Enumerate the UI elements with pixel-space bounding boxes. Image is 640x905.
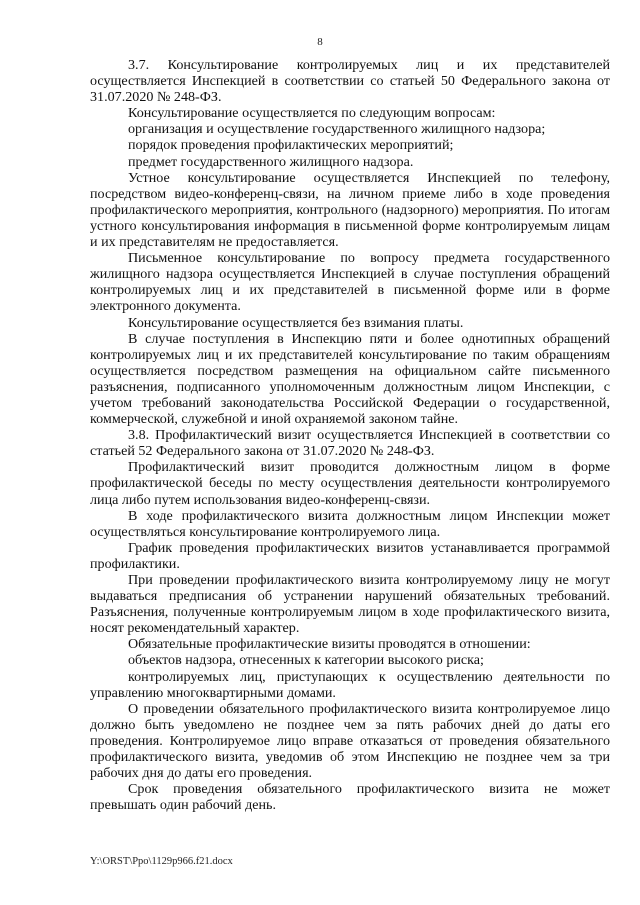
paragraph-visit-schedule: График проведения профилактических визитов устанавливается программой профилактики.: [90, 539, 610, 572]
list-item-topic-2: порядок проведения профилактических мероприятий;: [128, 137, 454, 154]
paragraph-visit-consulting: В ходе профилактического визита должностным лицом Инспекции может осуществляться консультирование контролируемого лица.: [90, 507, 610, 540]
list-item-topic-3: предмет государственного жилищного надзора.: [128, 153, 414, 170]
paragraph-3-8: 3.8. Профилактический визит осуществляется Инспекцией в соответствии со статьей 52 Федерального закона от 31.07.2020 № 248-ФЗ.: [90, 427, 610, 460]
paragraph-consulting-topics: Консультирование осуществляется по следующим вопросам:: [128, 105, 496, 122]
page-number: 8: [317, 36, 323, 48]
footer-file-path: Y:\ORST\Ppo\1129p966.f21.docx: [90, 856, 233, 867]
paragraph-oral-consulting: Устное консультирование осуществляется Инспекцией по телефону, посредством видео-конференц-связи, на личном приеме либо в ходе проведения профилактического мероприятия, контрольного (надзорного) мероприятия. По итогам устного консультирования информация в письменной форме контролируемым лицам и их представителям не предоставляется.: [90, 169, 610, 251]
paragraph-notification: О проведении обязательного профилактического визита контролируемое лицо должно быть уведомлено не позднее чем за пять рабочих дней до даты его проведения. Контролируемое лицо вправе отказаться от проведения обязательного профилактического визита, уведомив об этом Инспекцию не позднее чем за три рабочих дня до даты его проведения.: [90, 700, 610, 782]
list-item-topic-1: организация и осуществление государственного жилищного надзора;: [128, 121, 546, 138]
paragraph-no-orders: При проведении профилактического визита контролируемому лицу не могут выдаваться предписания об устранении нарушений обязательных требований. Разъяснения, полученные контролируемым лицом в ходе профилактического визита, носят рекомендательный характер.: [90, 572, 610, 637]
paragraph-visit-duration: Срок проведения обязательного профилактического визита не может превышать один рабочий день.: [90, 781, 610, 814]
list-item-high-risk: объектов надзора, отнесенных к категории высокого риска;: [128, 652, 484, 669]
paragraph-written-consulting: Письменное консультирование по вопросу предмета государственного жилищного надзора осуществляется Инспекцией в случае поступления обращений контролируемых лиц и их представителей в письменной форме или в форме электронного документа.: [90, 250, 610, 315]
paragraph-mandatory-visits: Обязательные профилактические визиты проводятся в отношении:: [128, 636, 531, 653]
list-item-new-managers: контролируемых лиц, приступающих к осуществлению деятельности по управлению многоквартирными домами.: [90, 668, 610, 701]
paragraph-similar-requests: В случае поступления в Инспекцию пяти и более однотипных обращений контролируемых лиц и их представителей консультирование по таким обращениям осуществляется посредством размещения на официальном сайте письменного разъяснения, подписанного уполномоченным должностным лицом Инспекции, с учетом требований законодательства Российской Федерации о государственной, коммерческой, служебной и иной охраняемой законом тайне.: [90, 330, 610, 428]
paragraph-free-of-charge: Консультирование осуществляется без взимания платы.: [128, 314, 464, 331]
paragraph-visit-form: Профилактический визит проводится должностным лицом в форме профилактической беседы по месту осуществления деятельности контролируемого лица либо путем использования видео-конференц-связи.: [90, 459, 610, 508]
document-body: [90, 57, 610, 813]
paragraph-3-7: 3.7. Консультирование контролируемых лиц и их представителей осуществляется Инспекцией в соответствии со статьей 50 Федерального закона от 31.07.2020 № 248-ФЗ.: [90, 57, 610, 106]
